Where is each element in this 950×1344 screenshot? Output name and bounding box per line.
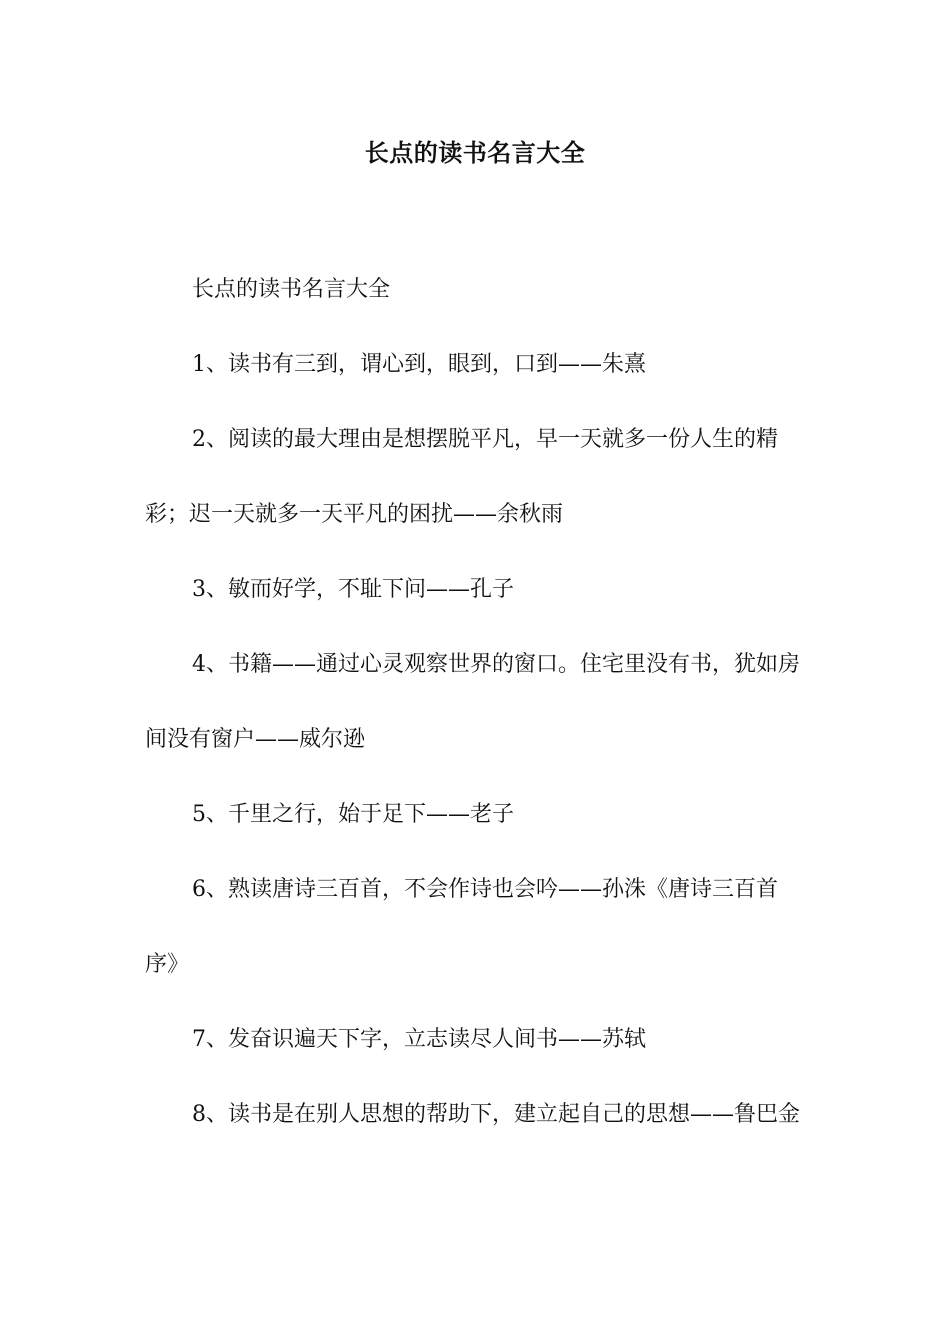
quote-4: 4、书籍——通过心灵观察世界的窗口。住宅里没有书，犹如房间没有窗户——威尔逊: [145, 652, 800, 752]
quote-7: 7、发奋识遍天下字，立志读尽人间书——苏轼: [192, 1027, 646, 1052]
quote-1: 1、读书有三到，谓心到，眼到，口到——朱熹: [192, 352, 646, 377]
quote-8: 8、读书是在别人思想的帮助下，建立起自己的思想——鲁巴金: [192, 1102, 800, 1127]
paragraph-heading: 长点的读书名言大全: [192, 277, 391, 302]
document-title: 长点的读书名言大全: [364, 138, 586, 167]
document-body: [145, 252, 805, 1152]
quote-5: 5、千里之行，始于足下——老子: [192, 802, 514, 827]
quote-3: 3、敏而好学，不耻下问——孔子: [192, 577, 514, 602]
quote-2: 2、阅读的最大理由是想摆脱平凡，早一天就多一份人生的精彩；迟一天就多一天平凡的困扰——余秋雨: [145, 427, 778, 527]
quote-6: 6、熟读唐诗三百首，不会作诗也会吟——孙洙《唐诗三百首序》: [145, 877, 778, 977]
